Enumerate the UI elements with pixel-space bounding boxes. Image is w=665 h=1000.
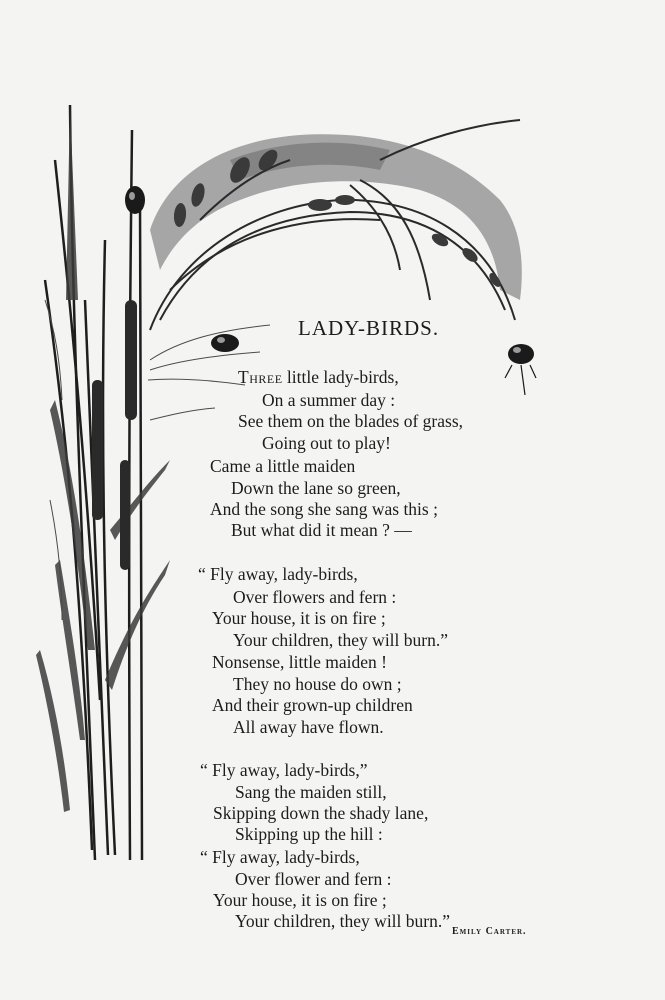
stanza2-line3: Your house, it is on fire ; [212,608,386,628]
stanza1-line6: Down the lane so green, [231,478,401,498]
stanza2-line6: They no house do own ; [233,674,402,694]
stanza3-line7: Your house, it is on fire ; [213,890,387,910]
ladybird-top [125,186,145,214]
stanza2-line2: Over flowers and fern : [233,587,397,607]
stanza2-line7: And their grown-up children [212,695,413,715]
stanza2-line5: Nonsense, little maiden ! [212,652,387,672]
drop-word: Three [238,367,283,387]
stanza1-line2: On a summer day : [262,390,396,410]
stanza3-line1: “ Fly away, lady-birds,” [200,760,368,780]
stanza2-line1: “ Fly away, lady-birds, [198,564,358,584]
stanza1-line7: And the song she sang was this ; [210,499,438,519]
line-text: little lady-birds, [282,367,399,387]
stanza3-line4: Skipping up the hill : [235,824,383,844]
stanza1-line5: Came a little maiden [210,456,356,476]
stanza3-line6: Over flower and fern : [235,869,392,889]
stanza2-line8: All away have flown. [233,717,384,737]
stanza3-line8: Your children, they will burn.” [235,911,450,931]
stanza3-line5: “ Fly away, lady-birds, [200,847,360,867]
stanza1-line3: See them on the blades of grass, [238,411,464,431]
stanza2-line4: Your children, they will burn.” [233,630,448,650]
stanza1-line8: But what did it mean ? — [231,520,412,540]
ladybird-right [505,344,536,395]
poem-title: LADY-BIRDS. [298,316,440,340]
stanza3-line3: Skipping down the shady lane, [213,803,429,823]
stanza1-line4: Going out to play! [262,433,391,453]
ladybird-middle [211,334,239,352]
stanza1-line1 [238,369,399,387]
author-credit: Emily Carter. [452,926,527,937]
stanza3-line2: Sang the maiden still, [235,782,387,802]
